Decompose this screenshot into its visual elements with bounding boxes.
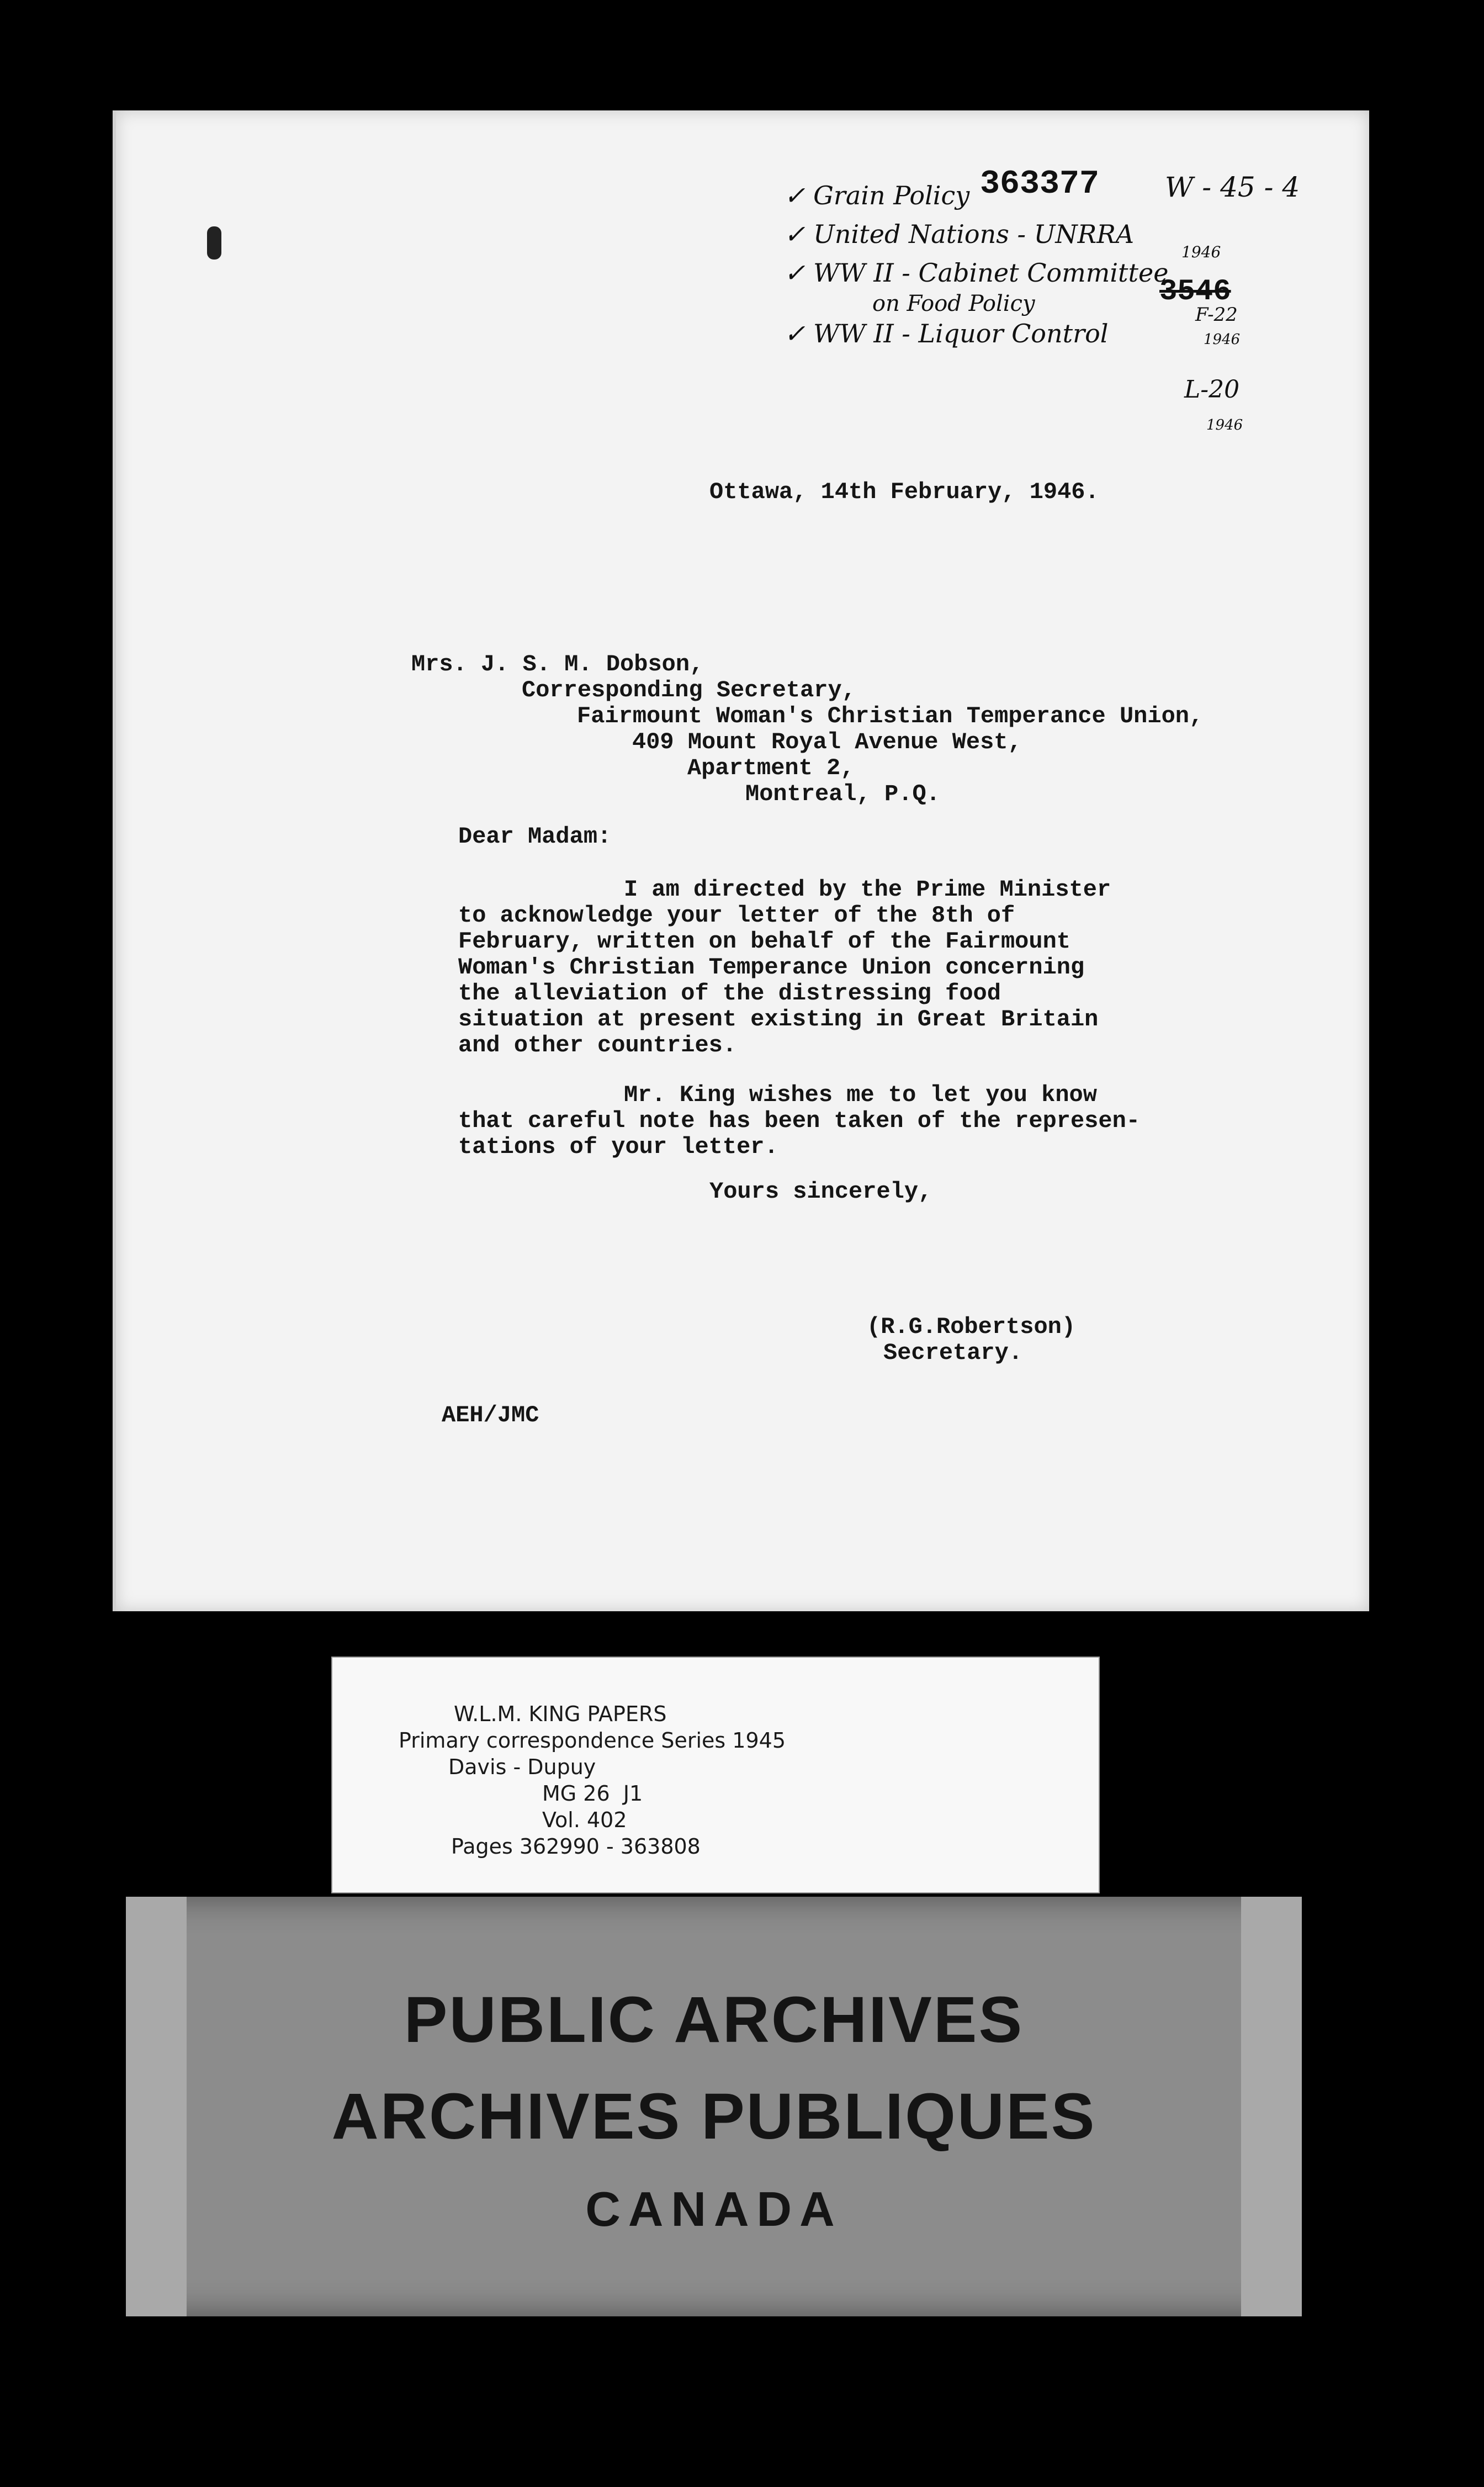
archive-label-line-2: ARCHIVES PUBLIQUES bbox=[331, 2080, 1096, 2153]
address-street: 409 Mount Royal Avenue West, bbox=[632, 729, 1022, 755]
subject-annotation: on Food Policy bbox=[872, 290, 1035, 316]
file-code-year-b: 1946 bbox=[1204, 331, 1241, 348]
subject-annotation: ✓ United Nations - UNRRA bbox=[784, 219, 1135, 249]
paragraph1-line6: situation at present existing in Great Britain bbox=[458, 1006, 1099, 1033]
date-line: Ottawa, 14th February, 1946. bbox=[709, 479, 1099, 505]
subject-annotation: ✓ WW II - Liquor Control bbox=[784, 318, 1109, 348]
address-name: Mrs. J. S. M. Dobson, bbox=[411, 651, 704, 678]
paragraph1-line4: Woman's Christian Temperance Union concerning bbox=[458, 954, 1085, 981]
collection-stamp bbox=[331, 1657, 1100, 1893]
typist-initials: AEH/JMC bbox=[442, 1402, 539, 1428]
stamp-line-5: Vol. 402 bbox=[542, 1808, 627, 1832]
archive-label-line-1: PUBLIC ARCHIVES bbox=[404, 1983, 1024, 2056]
address-title: Corresponding Secretary, bbox=[522, 677, 856, 703]
document-number: 363377 bbox=[980, 166, 1100, 203]
file-code-year-a: 1946 bbox=[1181, 243, 1221, 261]
archive-label-line-3: CANADA bbox=[585, 2182, 842, 2236]
stamp-line-3: Davis - Dupuy bbox=[448, 1755, 596, 1779]
paragraph2-line1: Mr. King wishes me to let you know bbox=[624, 1082, 1097, 1108]
address-apartment: Apartment 2, bbox=[687, 755, 855, 781]
stamp-line-4: MG 26 J1 bbox=[542, 1781, 643, 1806]
closing: Yours sincerely, bbox=[709, 1178, 932, 1205]
paragraph1-line1: I am directed by the Prime Minister bbox=[624, 876, 1111, 903]
paragraph2-line3: tations of your letter. bbox=[458, 1134, 778, 1160]
signature-title: Secretary. bbox=[883, 1340, 1023, 1366]
address-city: Montreal, P.Q. bbox=[745, 781, 940, 807]
struck-file-number: 3546 bbox=[1159, 275, 1231, 309]
paragraph2-line2: that careful note has been taken of the represen- bbox=[458, 1108, 1141, 1134]
signature-name: (R.G.Robertson) bbox=[867, 1314, 1076, 1340]
stamp-line-1: W.L.M. KING PAPERS bbox=[454, 1702, 667, 1726]
paragraph1-line3: February, written on behalf of the Fairmount bbox=[458, 928, 1070, 955]
address-organization: Fairmount Woman's Christian Temperance Union, bbox=[577, 703, 1204, 729]
letter-page bbox=[113, 110, 1369, 1611]
paragraph1-line7: and other countries. bbox=[458, 1032, 737, 1059]
subject-annotation: ✓ Grain Policy bbox=[784, 181, 970, 210]
stamp-line-6: Pages 362990 - 363808 bbox=[451, 1834, 701, 1859]
stamp-line-2: Primary correspondence Series 1945 bbox=[399, 1728, 786, 1753]
punch-hole bbox=[207, 226, 221, 260]
subject-annotation: ✓ WW II - Cabinet Committee bbox=[784, 257, 1169, 288]
file-code-w45: W - 45 - 4 bbox=[1165, 171, 1300, 203]
file-code-f: F-22 bbox=[1195, 304, 1238, 326]
paragraph1-line5: the alleviation of the distressing food bbox=[458, 980, 1001, 1007]
archive-label bbox=[126, 1897, 1302, 2316]
file-code-year-c: 1946 bbox=[1206, 417, 1243, 433]
salutation: Dear Madam: bbox=[458, 823, 612, 850]
paragraph1-line2: to acknowledge your letter of the 8th of bbox=[458, 902, 1015, 929]
file-code-l: L-20 bbox=[1184, 375, 1240, 404]
